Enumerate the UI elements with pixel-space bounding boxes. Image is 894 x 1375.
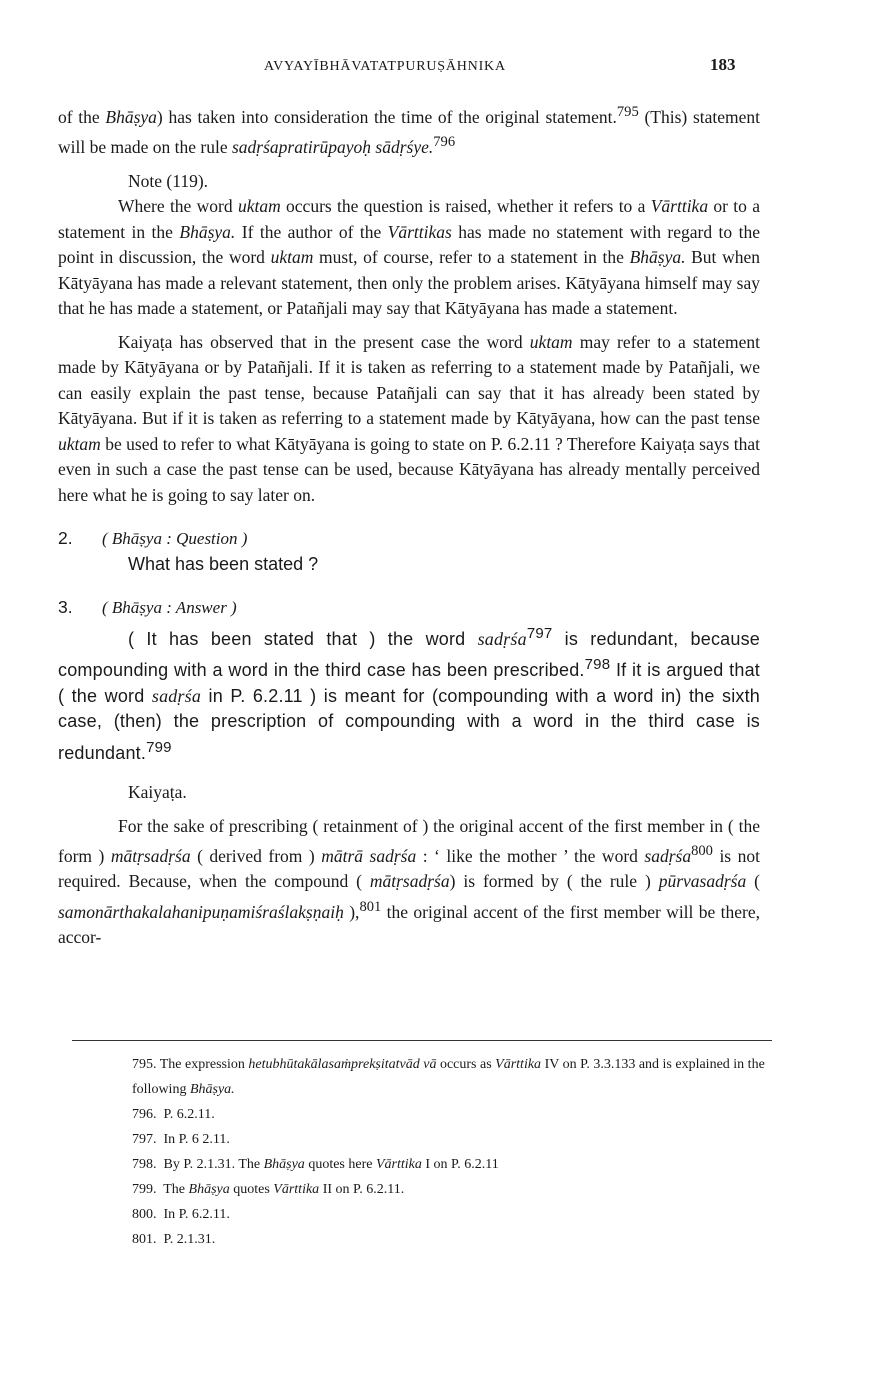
main-text	[58, 100, 760, 951]
running-title: AVYAYĪBHĀVATATPURUṢĀHNIKA	[264, 59, 506, 74]
footnote-number: 797.	[132, 1132, 157, 1147]
footnote-796: 796. P. 6.2.11.	[132, 1107, 215, 1122]
section-number: 3.	[58, 597, 73, 618]
section-number: 2.	[58, 528, 73, 549]
footnote-ref[interactable]: 798	[584, 656, 611, 674]
footnote-number: 799.	[132, 1182, 157, 1197]
footnote-number: 798.	[132, 1157, 157, 1172]
kaiyata-heading: Kaiyaṭa.	[128, 782, 187, 803]
footnote-ref[interactable]: 799	[146, 738, 172, 756]
footnote-ref[interactable]: 797	[526, 624, 553, 642]
kaiyata-text: For the sake of prescribing ( retainment of ) the original accent of the first member in ( the form ) mātṛsadṛśa ( derived from ) mātrā sadṛśa : ‘ like the mother ’ the word sadṛśa$^{800}$ is not required. Because, when the compound ( mātṛsadṛśa) is formed by ( the rule ) pūrvasadṛśa ( samonārthakalahanipuṇamiśraślakṣṇaiḥ ),$^{801}$ the original accent of the first member will be there, accor-	[58, 815, 761, 948]
footnote-ref[interactable]: 800	[691, 843, 713, 860]
answer-block	[58, 621, 760, 767]
footnote-800: 800. In P. 6.2.11.	[132, 1207, 230, 1222]
footnote-797: 797. In P. 6 2.11.	[132, 1132, 230, 1147]
answer-text: ( It has been stated that ) the word sadṛśa$^{797}$ is redundant, because compounding with a word in the third case has been prescribed.$^{798}$ If it is argued that ( the word sadṛśa in P. 6.2.11 ) is meant for (compounding with a word in) the sixth case, (then) the prescription of compounding with a word in the third case is redundant.$^{799}$	[58, 624, 761, 763]
footnote-795: 795. The expression hetubhūtakālasaṁprekṣitatvād vā occurs as Vārttika IV on P. 3.3.133 and is explained in the following Bhāṣya.	[132, 1057, 765, 1097]
footnote-798: 798. By P. 2.1.31. The Bhāṣya quotes here Vārttika I on P. 6.2.11	[132, 1157, 499, 1172]
footnote-number: 795.	[132, 1057, 157, 1072]
footnote-number: 800.	[132, 1207, 157, 1222]
footnote-divider	[72, 1040, 772, 1041]
footnote-number: 796.	[132, 1107, 157, 1122]
section-2-heading	[58, 526, 760, 552]
footnote-ref[interactable]: 795	[616, 104, 639, 120]
footnote-number: 801.	[132, 1232, 157, 1247]
kaiyata-paragraph: Kaiyaṭa has observed that in the present case the word uktam may refer to a statement made by Kātyāyana or by Patañjali. If it is taken as referring to a statement made by Patañjali, we can easily explain the past tense, because Patañjali can say that it has already been stated by Kātyāyana. But if it is taken as referring to a statement made by Kātyāyana, how can the past tense uktam be used to refer to what Kātyāyana is going to state on P. 6.2.11 ? Therefore Kaiyaṭa says that even in such a case the past tense can be used, because Kātyāyana has already mentally perceived here what he is going to say later on.	[58, 331, 760, 505]
paragraph-continuation: of the Bhāṣya) has taken into consideration the time of the original statement.$^{795}$ (This) statement will be made on the rule sadṛśapratirūpayoḥ sādṛśye.$^{796}$	[58, 104, 761, 158]
section-label: ( Bhāṣya : Answer )	[102, 598, 237, 618]
note-paragraph: Where the word uktam occurs the question is raised, whether it refers to a Vārttika or to a statement in the Bhāṣya. If the author of the Vārttikas has made no statement with regard to the point in discussion, the word uktam must, of course, refer to a statement in the Bhāṣya. But when Kātyāyana has made a relevant statement, then only the problem arises. Kātyāyana himself may say that he has made a statement, or Patañjali may say that Kātyāyana has made a statement.	[58, 196, 760, 319]
running-head	[0, 55, 894, 79]
footnote-799: 799. The Bhāṣya quotes Vārttika II on P. 6.2.11.	[132, 1182, 405, 1197]
question-text: What has been stated ?	[128, 553, 319, 574]
section-3-heading	[58, 595, 760, 621]
footnotes	[70, 1052, 770, 1252]
page-number: 183	[710, 55, 736, 74]
section-label: ( Bhāṣya : Question )	[102, 529, 248, 549]
footnote-801: 801. P. 2.1.31.	[132, 1232, 216, 1247]
note-heading: Note (119).	[128, 170, 209, 191]
footnote-ref[interactable]: 801	[359, 898, 382, 915]
footnote-ref[interactable]: 796	[433, 134, 456, 151]
